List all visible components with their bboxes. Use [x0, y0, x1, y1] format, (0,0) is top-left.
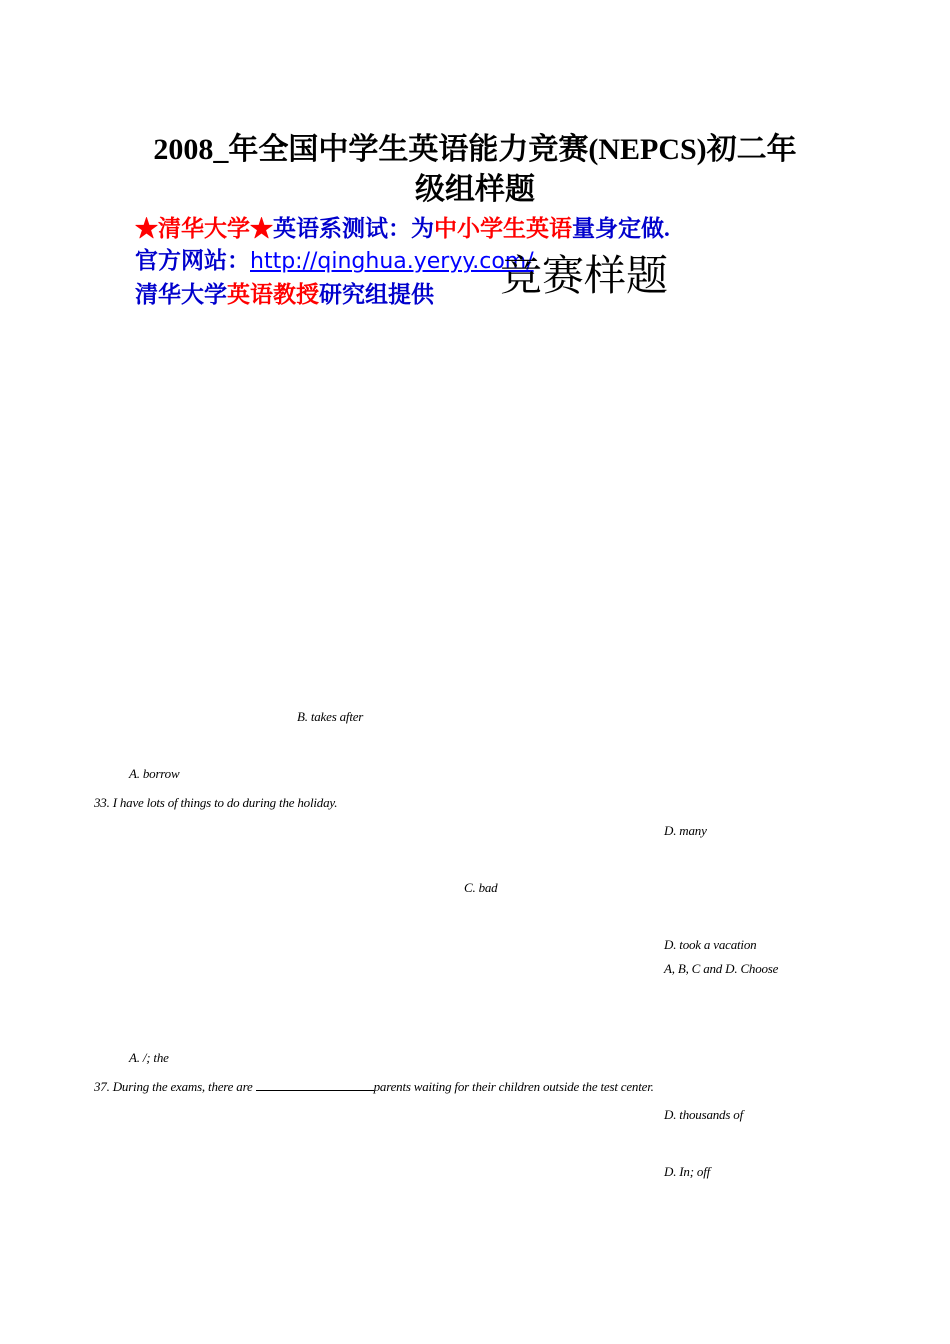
promo-provider-c: 研究组提供 [319, 282, 434, 307]
question-37-end: parents waiting for their children outside the test center. [373, 1079, 654, 1094]
promo-target: 中小学生英语 [434, 216, 572, 241]
document-title [0, 130, 950, 210]
promo-line-3 [135, 280, 434, 310]
option-fragment: D. In; off [664, 1164, 711, 1179]
promo-university: ★清华大学★ [135, 216, 273, 241]
instruction-fragment: A, B, C and D. Choose [664, 961, 779, 976]
promo-tailored: 量身定做. [572, 216, 670, 241]
watermark-text: 竞赛样题 [500, 251, 669, 300]
website-label: 官方网站： [135, 248, 250, 273]
promo-provider-a: 清华大学 [135, 282, 227, 307]
answer-blank [256, 1079, 374, 1091]
option-fragment: A. borrow [129, 766, 180, 781]
option-fragment: A. /; the [129, 1050, 169, 1065]
option-fragment: D. thousands of [664, 1107, 743, 1122]
website-link[interactable]: http://qinghua.yeryy.com/ [250, 249, 534, 274]
option-fragment: D. many [664, 823, 707, 838]
promo-dept: 英语系测试：为 [273, 216, 434, 241]
option-fragment: D. took a vacation [664, 937, 757, 952]
promo-line-1 [135, 214, 670, 244]
title-line-2: 级组样题 [415, 173, 535, 206]
title-line-1: 2008_年全国中学生英语能力竞赛(NEPCS)初二年 [153, 133, 797, 166]
question-37 [94, 1079, 654, 1095]
promo-provider-b: 英语教授 [227, 282, 319, 307]
question-37-start: 37. During the exams, there are [94, 1079, 256, 1094]
promo-line-2 [135, 246, 534, 277]
option-fragment: C. bad [464, 880, 498, 895]
option-fragment: B. takes after [297, 709, 364, 724]
question-33: 33. I have lots of things to do during the holiday. [94, 795, 338, 810]
